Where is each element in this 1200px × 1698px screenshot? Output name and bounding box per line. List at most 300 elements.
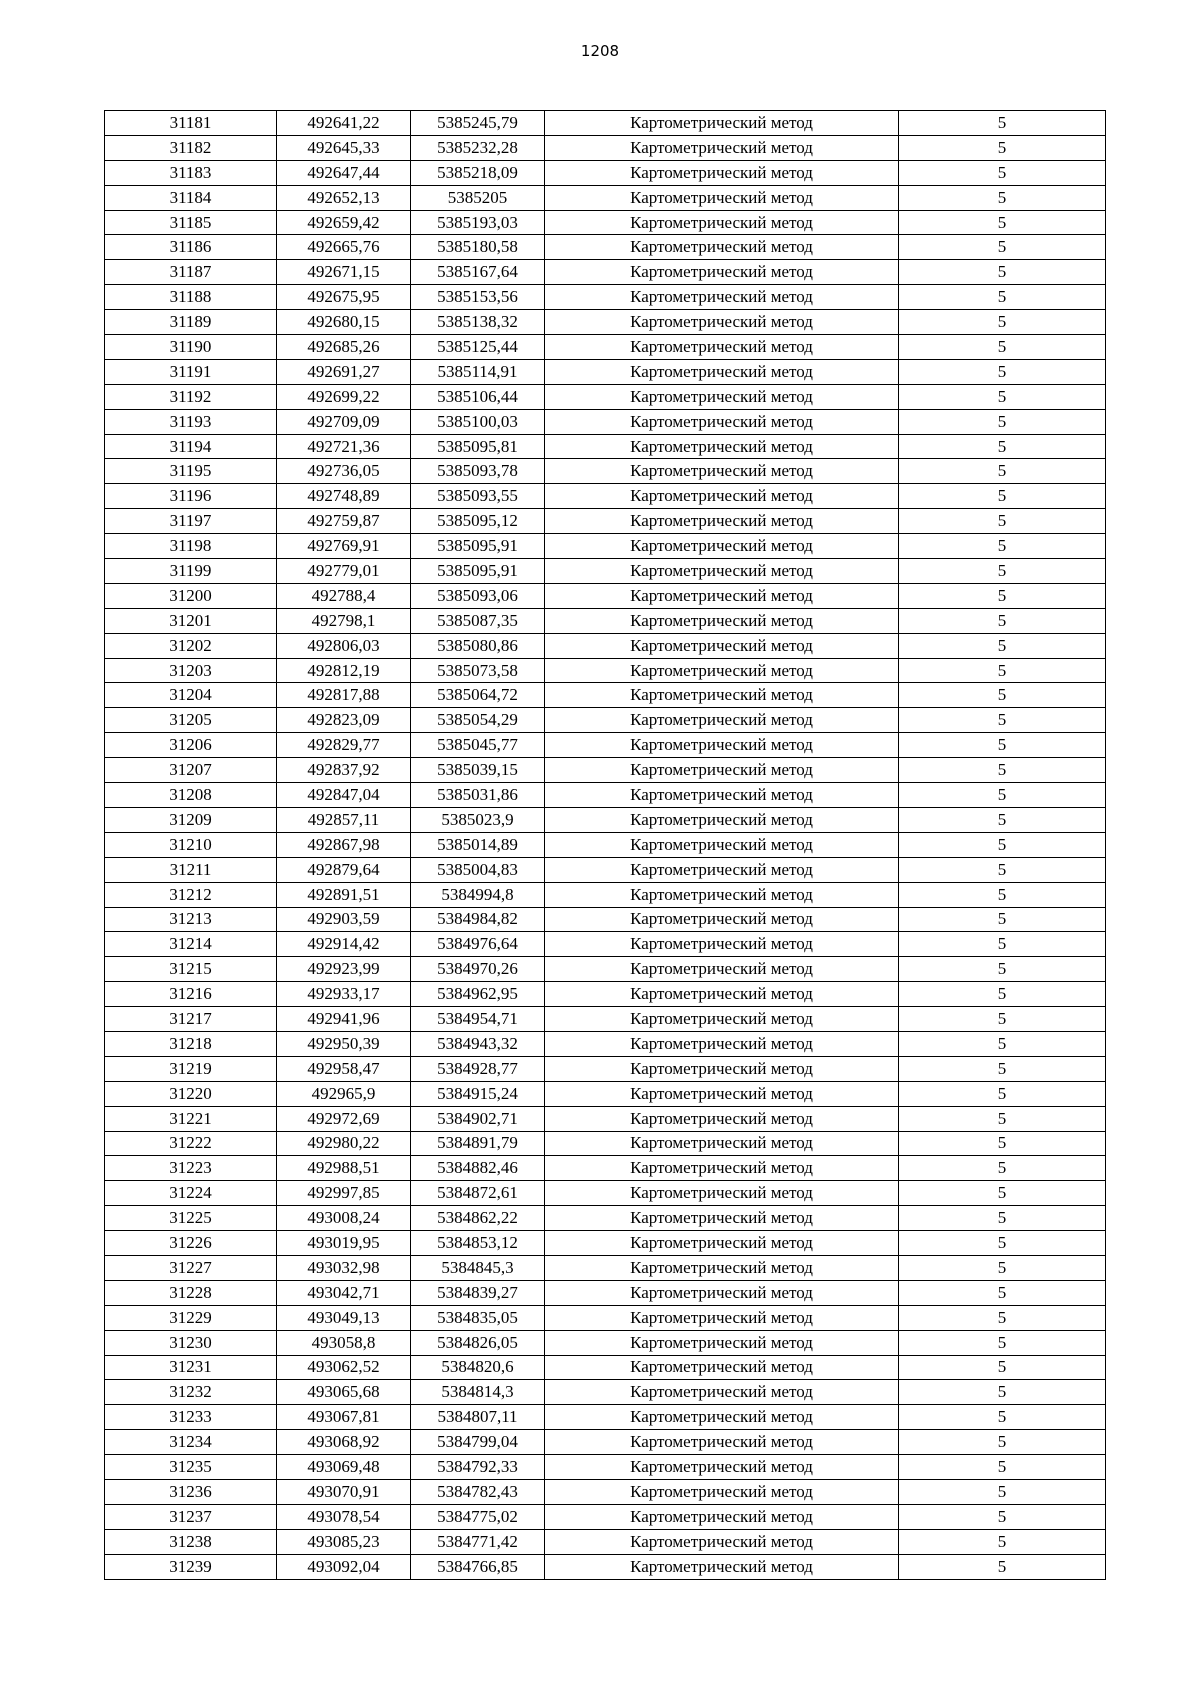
accuracy-cell: 5 [899,1455,1106,1480]
point-number-cell: 31239 [105,1554,277,1579]
accuracy-cell: 5 [899,758,1106,783]
accuracy-cell: 5 [899,1081,1106,1106]
method-cell: Картометрический метод [545,1405,899,1430]
y-coordinate-cell: 5385014,89 [411,832,545,857]
table-row [105,1131,1106,1156]
x-coordinate-cell: 492941,96 [277,1007,411,1032]
x-coordinate-cell: 492812,19 [277,658,411,683]
y-coordinate-cell: 5385095,91 [411,559,545,584]
x-coordinate-cell: 492879,64 [277,857,411,882]
table-row [105,583,1106,608]
point-number-cell: 31214 [105,932,277,957]
accuracy-cell: 5 [899,335,1106,360]
method-cell: Картометрический метод [545,1380,899,1405]
table-row [105,1231,1106,1256]
x-coordinate-cell: 492867,98 [277,832,411,857]
table-row [105,882,1106,907]
method-cell: Картометрический метод [545,1430,899,1455]
point-number-cell: 31211 [105,857,277,882]
x-coordinate-cell: 492829,77 [277,733,411,758]
y-coordinate-cell: 5385167,64 [411,260,545,285]
accuracy-cell: 5 [899,1181,1106,1206]
accuracy-cell: 5 [899,111,1106,136]
table-row [105,1056,1106,1081]
table-row [105,434,1106,459]
x-coordinate-cell: 493092,04 [277,1554,411,1579]
table-row [105,235,1106,260]
y-coordinate-cell: 5384862,22 [411,1206,545,1231]
table-row [105,1305,1106,1330]
point-number-cell: 31237 [105,1504,277,1529]
table-row [105,1529,1106,1554]
point-number-cell: 31191 [105,359,277,384]
coordinates-table [104,110,1106,1580]
accuracy-cell: 5 [899,633,1106,658]
x-coordinate-cell: 493085,23 [277,1529,411,1554]
accuracy-cell: 5 [899,1529,1106,1554]
method-cell: Картометрический метод [545,135,899,160]
x-coordinate-cell: 492652,13 [277,185,411,210]
method-cell: Картометрический метод [545,1554,899,1579]
y-coordinate-cell: 5385054,29 [411,708,545,733]
point-number-cell: 31218 [105,1031,277,1056]
table-row [105,758,1106,783]
method-cell: Картометрический метод [545,857,899,882]
accuracy-cell: 5 [899,1280,1106,1305]
table-row [105,683,1106,708]
accuracy-cell: 5 [899,1007,1106,1032]
accuracy-cell: 5 [899,1554,1106,1579]
y-coordinate-cell: 5385045,77 [411,733,545,758]
accuracy-cell: 5 [899,658,1106,683]
y-coordinate-cell: 5384872,61 [411,1181,545,1206]
y-coordinate-cell: 5385138,32 [411,310,545,335]
table-row [105,907,1106,932]
x-coordinate-cell: 492988,51 [277,1156,411,1181]
point-number-cell: 31188 [105,285,277,310]
point-number-cell: 31182 [105,135,277,160]
x-coordinate-cell: 492641,22 [277,111,411,136]
y-coordinate-cell: 5384902,71 [411,1106,545,1131]
method-cell: Картометрический метод [545,434,899,459]
table-row [105,260,1106,285]
point-number-cell: 31222 [105,1131,277,1156]
y-coordinate-cell: 5384775,02 [411,1504,545,1529]
method-cell: Картометрический метод [545,733,899,758]
point-number-cell: 31213 [105,907,277,932]
y-coordinate-cell: 5385095,81 [411,434,545,459]
point-number-cell: 31224 [105,1181,277,1206]
x-coordinate-cell: 492958,47 [277,1056,411,1081]
table-row [105,1181,1106,1206]
point-number-cell: 31223 [105,1156,277,1181]
x-coordinate-cell: 493062,52 [277,1355,411,1380]
point-number-cell: 31204 [105,683,277,708]
method-cell: Картометрический метод [545,882,899,907]
method-cell: Картометрический метод [545,509,899,534]
method-cell: Картометрический метод [545,359,899,384]
method-cell: Картометрический метод [545,1305,899,1330]
accuracy-cell: 5 [899,982,1106,1007]
accuracy-cell: 5 [899,1206,1106,1231]
accuracy-cell: 5 [899,1031,1106,1056]
x-coordinate-cell: 492659,42 [277,210,411,235]
x-coordinate-cell: 492748,89 [277,484,411,509]
accuracy-cell: 5 [899,459,1106,484]
point-number-cell: 31209 [105,807,277,832]
accuracy-cell: 5 [899,1156,1106,1181]
point-number-cell: 31238 [105,1529,277,1554]
point-number-cell: 31183 [105,160,277,185]
accuracy-cell: 5 [899,260,1106,285]
method-cell: Картометрический метод [545,484,899,509]
x-coordinate-cell: 493032,98 [277,1255,411,1280]
table-row [105,285,1106,310]
table-row [105,160,1106,185]
table-row [105,534,1106,559]
x-coordinate-cell: 492685,26 [277,335,411,360]
x-coordinate-cell: 492891,51 [277,882,411,907]
accuracy-cell: 5 [899,135,1106,160]
method-cell: Картометрический метод [545,310,899,335]
y-coordinate-cell: 5385232,28 [411,135,545,160]
table-row [105,807,1106,832]
table-row [105,1455,1106,1480]
x-coordinate-cell: 492680,15 [277,310,411,335]
point-number-cell: 31212 [105,882,277,907]
accuracy-cell: 5 [899,1305,1106,1330]
accuracy-cell: 5 [899,1504,1106,1529]
point-number-cell: 31205 [105,708,277,733]
table-row [105,1430,1106,1455]
point-number-cell: 31187 [105,260,277,285]
method-cell: Картометрический метод [545,1330,899,1355]
x-coordinate-cell: 492721,36 [277,434,411,459]
table-row [105,559,1106,584]
y-coordinate-cell: 5385193,03 [411,210,545,235]
accuracy-cell: 5 [899,1380,1106,1405]
method-cell: Картометрический метод [545,235,899,260]
y-coordinate-cell: 5385023,9 [411,807,545,832]
x-coordinate-cell: 492965,9 [277,1081,411,1106]
method-cell: Картометрический метод [545,285,899,310]
accuracy-cell: 5 [899,434,1106,459]
y-coordinate-cell: 5385106,44 [411,384,545,409]
x-coordinate-cell: 492788,4 [277,583,411,608]
point-number-cell: 31203 [105,658,277,683]
accuracy-cell: 5 [899,1479,1106,1504]
y-coordinate-cell: 5384799,04 [411,1430,545,1455]
accuracy-cell: 5 [899,1131,1106,1156]
table-row [105,1330,1106,1355]
method-cell: Картометрический метод [545,160,899,185]
point-number-cell: 31201 [105,608,277,633]
coordinates-table-body [105,111,1106,1580]
table-row [105,409,1106,434]
accuracy-cell: 5 [899,235,1106,260]
accuracy-cell: 5 [899,683,1106,708]
x-coordinate-cell: 492933,17 [277,982,411,1007]
y-coordinate-cell: 5384826,05 [411,1330,545,1355]
method-cell: Картометрический метод [545,1031,899,1056]
point-number-cell: 31229 [105,1305,277,1330]
table-row [105,509,1106,534]
point-number-cell: 31196 [105,484,277,509]
point-number-cell: 31235 [105,1455,277,1480]
x-coordinate-cell: 492923,99 [277,957,411,982]
point-number-cell: 31184 [105,185,277,210]
y-coordinate-cell: 5384962,95 [411,982,545,1007]
y-coordinate-cell: 5384970,26 [411,957,545,982]
x-coordinate-cell: 492675,95 [277,285,411,310]
accuracy-cell: 5 [899,832,1106,857]
method-cell: Картометрический метод [545,683,899,708]
table-row [105,210,1106,235]
point-number-cell: 31228 [105,1280,277,1305]
table-row [105,1007,1106,1032]
point-number-cell: 31200 [105,583,277,608]
method-cell: Картометрический метод [545,1504,899,1529]
method-cell: Картометрический метод [545,210,899,235]
x-coordinate-cell: 492647,44 [277,160,411,185]
table-row [105,1156,1106,1181]
method-cell: Картометрический метод [545,1007,899,1032]
x-coordinate-cell: 492847,04 [277,783,411,808]
point-number-cell: 31226 [105,1231,277,1256]
table-row [105,832,1106,857]
accuracy-cell: 5 [899,1405,1106,1430]
accuracy-cell: 5 [899,1255,1106,1280]
y-coordinate-cell: 5385205 [411,185,545,210]
method-cell: Картометрический метод [545,807,899,832]
y-coordinate-cell: 5385125,44 [411,335,545,360]
table-row [105,484,1106,509]
point-number-cell: 31217 [105,1007,277,1032]
x-coordinate-cell: 492997,85 [277,1181,411,1206]
point-number-cell: 31208 [105,783,277,808]
method-cell: Картометрический метод [545,1181,899,1206]
x-coordinate-cell: 492806,03 [277,633,411,658]
method-cell: Картометрический метод [545,708,899,733]
accuracy-cell: 5 [899,1430,1106,1455]
point-number-cell: 31192 [105,384,277,409]
x-coordinate-cell: 492980,22 [277,1131,411,1156]
point-number-cell: 31216 [105,982,277,1007]
point-number-cell: 31186 [105,235,277,260]
y-coordinate-cell: 5384820,6 [411,1355,545,1380]
table-row [105,982,1106,1007]
table-row [105,1504,1106,1529]
x-coordinate-cell: 493049,13 [277,1305,411,1330]
y-coordinate-cell: 5384807,11 [411,1405,545,1430]
y-coordinate-cell: 5385093,55 [411,484,545,509]
x-coordinate-cell: 492779,01 [277,559,411,584]
y-coordinate-cell: 5384928,77 [411,1056,545,1081]
accuracy-cell: 5 [899,1106,1106,1131]
table-row [105,384,1106,409]
y-coordinate-cell: 5384994,8 [411,882,545,907]
x-coordinate-cell: 493019,95 [277,1231,411,1256]
point-number-cell: 31234 [105,1430,277,1455]
x-coordinate-cell: 492914,42 [277,932,411,957]
x-coordinate-cell: 492798,1 [277,608,411,633]
y-coordinate-cell: 5385218,09 [411,160,545,185]
page-number: 1208 [580,42,620,60]
accuracy-cell: 5 [899,1231,1106,1256]
y-coordinate-cell: 5384853,12 [411,1231,545,1256]
point-number-cell: 31185 [105,210,277,235]
method-cell: Картометрический метод [545,658,899,683]
x-coordinate-cell: 493067,81 [277,1405,411,1430]
y-coordinate-cell: 5385073,58 [411,658,545,683]
y-coordinate-cell: 5385100,03 [411,409,545,434]
y-coordinate-cell: 5385093,78 [411,459,545,484]
y-coordinate-cell: 5384882,46 [411,1156,545,1181]
table-row [105,633,1106,658]
table-row [105,658,1106,683]
accuracy-cell: 5 [899,857,1106,882]
accuracy-cell: 5 [899,1330,1106,1355]
accuracy-cell: 5 [899,359,1106,384]
x-coordinate-cell: 492759,87 [277,509,411,534]
table-row [105,459,1106,484]
x-coordinate-cell: 492857,11 [277,807,411,832]
accuracy-cell: 5 [899,807,1106,832]
x-coordinate-cell: 493065,68 [277,1380,411,1405]
method-cell: Картометрический метод [545,1255,899,1280]
x-coordinate-cell: 493068,92 [277,1430,411,1455]
y-coordinate-cell: 5385064,72 [411,683,545,708]
table-row [105,932,1106,957]
y-coordinate-cell: 5384891,79 [411,1131,545,1156]
table-row [105,857,1106,882]
point-number-cell: 31197 [105,509,277,534]
table-row [105,1280,1106,1305]
method-cell: Картометрический метод [545,1131,899,1156]
accuracy-cell: 5 [899,384,1106,409]
y-coordinate-cell: 5385031,86 [411,783,545,808]
x-coordinate-cell: 492709,09 [277,409,411,434]
y-coordinate-cell: 5385093,06 [411,583,545,608]
accuracy-cell: 5 [899,907,1106,932]
table-row [105,1255,1106,1280]
accuracy-cell: 5 [899,534,1106,559]
method-cell: Картометрический метод [545,1156,899,1181]
x-coordinate-cell: 492823,09 [277,708,411,733]
table-row [105,335,1106,360]
table-row [105,359,1106,384]
point-number-cell: 31215 [105,957,277,982]
point-number-cell: 31219 [105,1056,277,1081]
y-coordinate-cell: 5384814,3 [411,1380,545,1405]
y-coordinate-cell: 5384835,05 [411,1305,545,1330]
method-cell: Картометрический метод [545,907,899,932]
x-coordinate-cell: 492699,22 [277,384,411,409]
method-cell: Картометрический метод [545,783,899,808]
method-cell: Картометрический метод [545,832,899,857]
y-coordinate-cell: 5384839,27 [411,1280,545,1305]
accuracy-cell: 5 [899,509,1106,534]
method-cell: Картометрический метод [545,1206,899,1231]
point-number-cell: 31193 [105,409,277,434]
table-row [105,957,1106,982]
table-row [105,1206,1106,1231]
accuracy-cell: 5 [899,409,1106,434]
y-coordinate-cell: 5384766,85 [411,1554,545,1579]
accuracy-cell: 5 [899,310,1106,335]
table-row [105,1031,1106,1056]
accuracy-cell: 5 [899,733,1106,758]
x-coordinate-cell: 492736,05 [277,459,411,484]
accuracy-cell: 5 [899,583,1106,608]
y-coordinate-cell: 5384915,24 [411,1081,545,1106]
table-row [105,1355,1106,1380]
y-coordinate-cell: 5385004,83 [411,857,545,882]
method-cell: Картометрический метод [545,335,899,360]
y-coordinate-cell: 5385039,15 [411,758,545,783]
accuracy-cell: 5 [899,708,1106,733]
method-cell: Картометрический метод [545,260,899,285]
point-number-cell: 31227 [105,1255,277,1280]
y-coordinate-cell: 5385087,35 [411,608,545,633]
table-row [105,733,1106,758]
method-cell: Картометрический метод [545,583,899,608]
method-cell: Картометрический метод [545,982,899,1007]
y-coordinate-cell: 5384943,32 [411,1031,545,1056]
point-number-cell: 31220 [105,1081,277,1106]
y-coordinate-cell: 5384845,3 [411,1255,545,1280]
method-cell: Картометрический метод [545,1280,899,1305]
x-coordinate-cell: 492645,33 [277,135,411,160]
accuracy-cell: 5 [899,484,1106,509]
method-cell: Картометрический метод [545,957,899,982]
y-coordinate-cell: 5384954,71 [411,1007,545,1032]
method-cell: Картометрический метод [545,384,899,409]
y-coordinate-cell: 5385095,12 [411,509,545,534]
accuracy-cell: 5 [899,1355,1106,1380]
x-coordinate-cell: 493069,48 [277,1455,411,1480]
method-cell: Картометрический метод [545,1056,899,1081]
point-number-cell: 31230 [105,1330,277,1355]
method-cell: Картометрический метод [545,1231,899,1256]
point-number-cell: 31221 [105,1106,277,1131]
x-coordinate-cell: 492972,69 [277,1106,411,1131]
point-number-cell: 31233 [105,1405,277,1430]
table-row [105,1479,1106,1504]
point-number-cell: 31198 [105,534,277,559]
table-row [105,783,1106,808]
point-number-cell: 31199 [105,559,277,584]
accuracy-cell: 5 [899,608,1106,633]
x-coordinate-cell: 492769,91 [277,534,411,559]
y-coordinate-cell: 5384976,64 [411,932,545,957]
method-cell: Картометрический метод [545,559,899,584]
method-cell: Картометрический метод [545,932,899,957]
table-row [105,1380,1106,1405]
x-coordinate-cell: 493008,24 [277,1206,411,1231]
accuracy-cell: 5 [899,559,1106,584]
method-cell: Картометрический метод [545,1455,899,1480]
x-coordinate-cell: 493058,8 [277,1330,411,1355]
point-number-cell: 31195 [105,459,277,484]
method-cell: Картометрический метод [545,1479,899,1504]
x-coordinate-cell: 492691,27 [277,359,411,384]
y-coordinate-cell: 5385153,56 [411,285,545,310]
x-coordinate-cell: 493042,71 [277,1280,411,1305]
table-row [105,111,1106,136]
accuracy-cell: 5 [899,932,1106,957]
point-number-cell: 31181 [105,111,277,136]
